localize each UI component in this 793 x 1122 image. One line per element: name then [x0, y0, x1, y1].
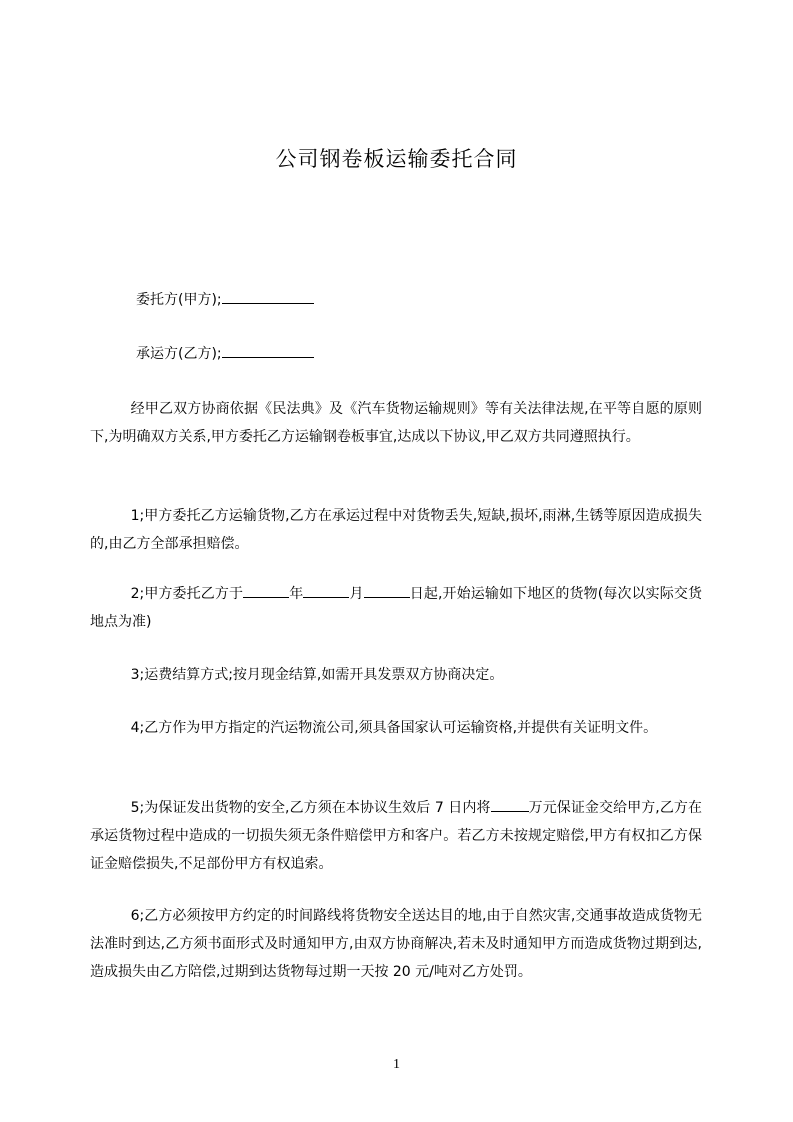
month-label: 月 [349, 586, 364, 602]
clause-5 [90, 794, 702, 878]
clause-5-prefix: 5;为保证发出货物的安全,乙方须在本协议生效后 7 日内将 [130, 800, 491, 816]
page-number: 1 [393, 1057, 400, 1072]
clause-2-suffix: 日起,开始运输如下地区的货物(每次以实际交货地点为准) [90, 586, 703, 630]
clause-6: 6;乙方必须按甲方约定的时间路线将货物安全送达目的地,由于自然灾害,交通事故造成货物无法准时到达,乙方须书面形式及时通知甲方,由双方协商解决,若未及时通知甲方而造成货物过期到达,造成损失由乙方陪偿,过期到达货物每过期一天按 20 元/吨对乙方处罚。 [90, 908, 702, 980]
clause-4: 4;乙方作为甲方指定的汽运物流公司,须具备国家认可运输资格,并提供有关证明文件。 [130, 720, 658, 736]
clause-3: 3;运费结算方式;按月现金结算,如需开具发票双方协商决定。 [130, 667, 504, 683]
clause-2 [90, 580, 702, 636]
intro-paragraph: 经甲乙双方协商依据《民法典》及《汽车货物运输规则》等有关法律法规,在平等自愿的原则下,为明确双方关系,甲方委托乙方运输钢卷板事宜,达成以下协议,甲乙双方共同遵照执行。 [90, 401, 702, 445]
clause-5-suffix: 万元保证金交给甲方,乙方在承运货物过程中造成的一切损失须无条件赔偿甲方和客户。若乙方未按规定赔偿,甲方有权扣乙方保证金赔偿损失,不足部份甲方有权追索。 [90, 800, 702, 872]
client-name-blank [222, 291, 314, 304]
carrier-party-line [136, 345, 314, 363]
carrier-label: 承运方(乙方); [136, 346, 222, 362]
carrier-name-blank [222, 345, 314, 358]
year-label: 年 [289, 586, 304, 602]
start-month-blank [303, 585, 349, 598]
clause-1: 1;甲方委托乙方运输货物,乙方在承运过程中对货物丢失,短缺,损坏,雨淋,生锈等原因造成损失的,由乙方全部承担赔偿。 [90, 508, 702, 552]
deposit-amount-blank [491, 799, 529, 812]
start-day-blank [364, 585, 410, 598]
client-party-line [136, 291, 314, 309]
client-label: 委托方(甲方); [136, 292, 222, 308]
clause-2-prefix: 2;甲方委托乙方于 [130, 586, 244, 602]
start-year-blank [243, 585, 289, 598]
document-title: 公司钢卷板运输委托合同 [275, 147, 518, 171]
